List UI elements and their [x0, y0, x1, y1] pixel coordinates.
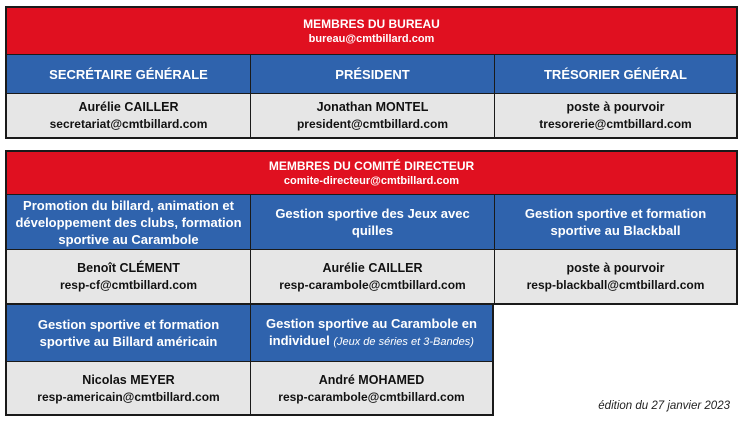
member-name: Jonathan MONTEL [316, 100, 429, 114]
member-email: resp-cf@cmtbillard.com [59, 278, 198, 292]
member-email: resp-carambole@cmtbillard.com [278, 389, 465, 404]
role-label: PRÉSIDENT [335, 66, 410, 82]
member-email: resp-americain@cmtbillard.com [37, 389, 220, 404]
comite-table [5, 150, 738, 305]
role-tresorier [495, 55, 736, 93]
bureau-header [7, 8, 736, 54]
member-email: president@cmtbillard.com [296, 117, 449, 131]
member-name: Benoît CLÉMENT [77, 261, 180, 275]
member-president [251, 94, 494, 137]
divider [494, 54, 495, 137]
divider [250, 194, 251, 303]
role-quilles [251, 195, 494, 249]
role-president [251, 55, 494, 93]
bureau-table [5, 6, 738, 139]
role-promotion [7, 195, 250, 249]
member-email: resp-blackball@cmtbillard.com [526, 278, 705, 292]
edition-date: édition du 27 janvier 2023 [598, 400, 730, 412]
role-label: TRÉSORIER GÉNÉRAL [543, 66, 687, 82]
role-label-note: (Jeux de séries et 3-Bandes) [333, 336, 474, 348]
member-name: Nicolas MEYER [82, 372, 175, 387]
divider [250, 54, 251, 137]
member-secretaire [7, 94, 250, 137]
role-label: Promotion du billard, animation et développement des clubs, formation sportive au Carambole [15, 197, 242, 247]
member-email: tresorerie@cmtbillard.com [539, 117, 692, 131]
divider [494, 194, 495, 303]
member-name: poste à pourvoir [566, 261, 665, 275]
comite-title: MEMBRES DU COMITÉ DIRECTEUR [268, 158, 475, 173]
member-tresorier [495, 94, 736, 137]
member-name: Aurélie CAILLER [78, 100, 179, 114]
comite-table-lower [5, 303, 494, 416]
role-label: Gestion sportive et formation sportive au Blackball [524, 206, 707, 238]
role-label: SECRÉTAIRE GÉNÉRALE [49, 66, 208, 82]
role-americain [7, 305, 250, 361]
bureau-email: bureau@cmtbillard.com [308, 32, 435, 45]
role-blackball [495, 195, 736, 249]
role-label [251, 315, 492, 351]
member-name: Aurélie CAILLER [322, 261, 423, 275]
member-quilles [251, 250, 494, 303]
member-promotion [7, 250, 250, 303]
member-name: André MOHAMED [318, 372, 425, 387]
comite-email: comite-directeur@cmtbillard.com [283, 174, 460, 187]
member-americain [7, 362, 250, 414]
role-label: Gestion sportive des Jeux avec quilles [275, 206, 470, 238]
role-secretaire [7, 55, 250, 93]
member-email: secretariat@cmtbillard.com [49, 117, 208, 131]
role-label-main: Gestion sportive au Carambole en individuel [266, 316, 477, 348]
member-blackball [495, 250, 736, 303]
member-name: poste à pourvoir [566, 100, 665, 114]
comite-header [7, 152, 736, 194]
member-carambole-individuel [251, 362, 492, 414]
role-carambole-individuel [251, 305, 492, 361]
divider [250, 305, 251, 414]
role-label: Gestion sportive et formation sportive au Billard américain [37, 317, 220, 349]
member-email: resp-carambole@cmtbillard.com [279, 278, 466, 292]
bureau-title: MEMBRES DU BUREAU [303, 16, 440, 31]
